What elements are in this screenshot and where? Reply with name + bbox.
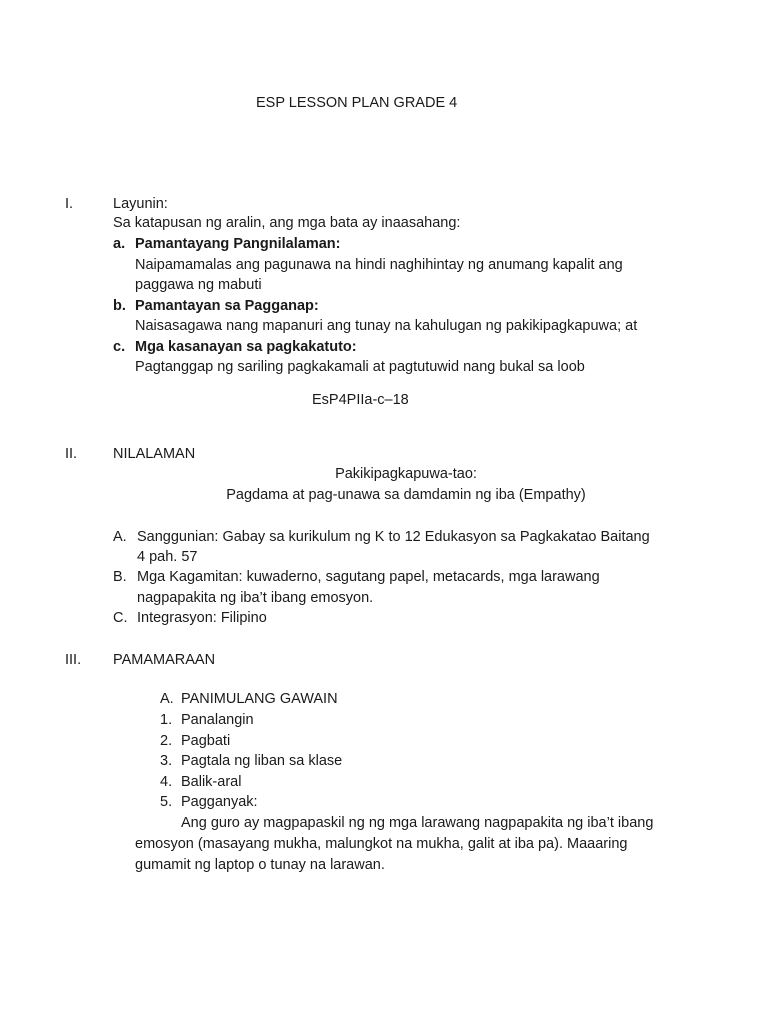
section-1-numeral: I. xyxy=(65,196,74,212)
paragraph-line-2: emosyon (masayang mukha, malungkot na mukha, galit at iba pa). Maaaring xyxy=(135,836,628,852)
step-2-label: Pagbati xyxy=(181,733,231,749)
step-4-label: Balik-aral xyxy=(181,774,242,790)
content-b-line-1: Mga Kagamitan: kuwaderno, sagutang papel, metacards, mga larawang xyxy=(137,569,600,585)
step-3-label: Pagtala ng liban sa klase xyxy=(181,753,343,769)
objective-b-marker: b. xyxy=(113,298,126,314)
step-1-label: Panalangin xyxy=(181,712,254,728)
content-b-marker: B. xyxy=(113,569,127,585)
step-5-label: Pagganyak: xyxy=(181,794,258,810)
section-1-heading: Layunin: xyxy=(113,196,168,212)
objective-c-line-1: Pagtanggap ng sariling pagkakamali at pagtutuwid nang bukal sa loob xyxy=(135,359,585,375)
objective-c-title: Mga kasanayan sa pagkakatuto: xyxy=(135,339,357,355)
content-a-line-1: Sanggunian: Gabay sa kurikulum ng K to 12 Edukasyon sa Pagkakatao Baitang xyxy=(137,529,650,545)
content-c-line-1: Integrasyon: Filipino xyxy=(137,610,267,626)
objective-a-line-2: paggawa ng mabuti xyxy=(135,277,262,293)
content-a-marker: A. xyxy=(113,529,127,545)
objective-a-marker: a. xyxy=(113,236,126,252)
procedure-a-marker: A. xyxy=(160,691,174,707)
content-b-line-2: nagpapakita ng iba’t ibang emosyon. xyxy=(137,590,374,606)
topic-line-2: Pagdama at pag-unawa sa damdamin ng iba (Empathy) xyxy=(226,487,586,503)
section-3-heading: PAMAMARAAN xyxy=(113,652,216,668)
objective-a-title: Pamantayang Pangnilalaman: xyxy=(135,236,341,252)
content-a-line-2: 4 pah. 57 xyxy=(137,549,198,565)
paragraph-line-3: gumamit ng laptop o tunay na larawan. xyxy=(135,857,385,873)
step-3-marker: 3. xyxy=(160,753,173,769)
section-1-intro: Sa katapusan ng aralin, ang mga bata ay inaasahang: xyxy=(113,215,461,231)
objective-b-title: Pamantayan sa Pagganap: xyxy=(135,298,319,314)
objective-c-marker: c. xyxy=(113,339,126,355)
topic-line-1: Pakikipagkapuwa-tao: xyxy=(335,466,477,482)
content-c-marker: C. xyxy=(113,610,128,626)
document-title: ESP LESSON PLAN GRADE 4 xyxy=(256,95,458,111)
step-1-marker: 1. xyxy=(160,712,173,728)
step-5-marker: 5. xyxy=(160,794,173,810)
objective-b-line-1: Naisasagawa nang mapanuri ang tunay na kahulugan ng pakikipagkapuwa; at xyxy=(135,318,638,334)
section-2-numeral: II. xyxy=(65,446,78,462)
section-2-heading: NILALAMAN xyxy=(113,446,196,462)
step-2-marker: 2. xyxy=(160,733,173,749)
competency-code: EsP4PIIa-c–18 xyxy=(312,392,409,408)
procedure-a-heading: PANIMULANG GAWAIN xyxy=(181,691,338,707)
section-3-numeral: III. xyxy=(65,652,82,668)
objective-a-line-1: Naipamamalas ang pagunawa na hindi naghihintay ng anumang kapalit ang xyxy=(135,257,623,273)
step-4-marker: 4. xyxy=(160,774,173,790)
paragraph-line-1: Ang guro ay magpapaskil ng ng mga larawang nagpapakita ng iba’t ibang xyxy=(181,815,654,831)
